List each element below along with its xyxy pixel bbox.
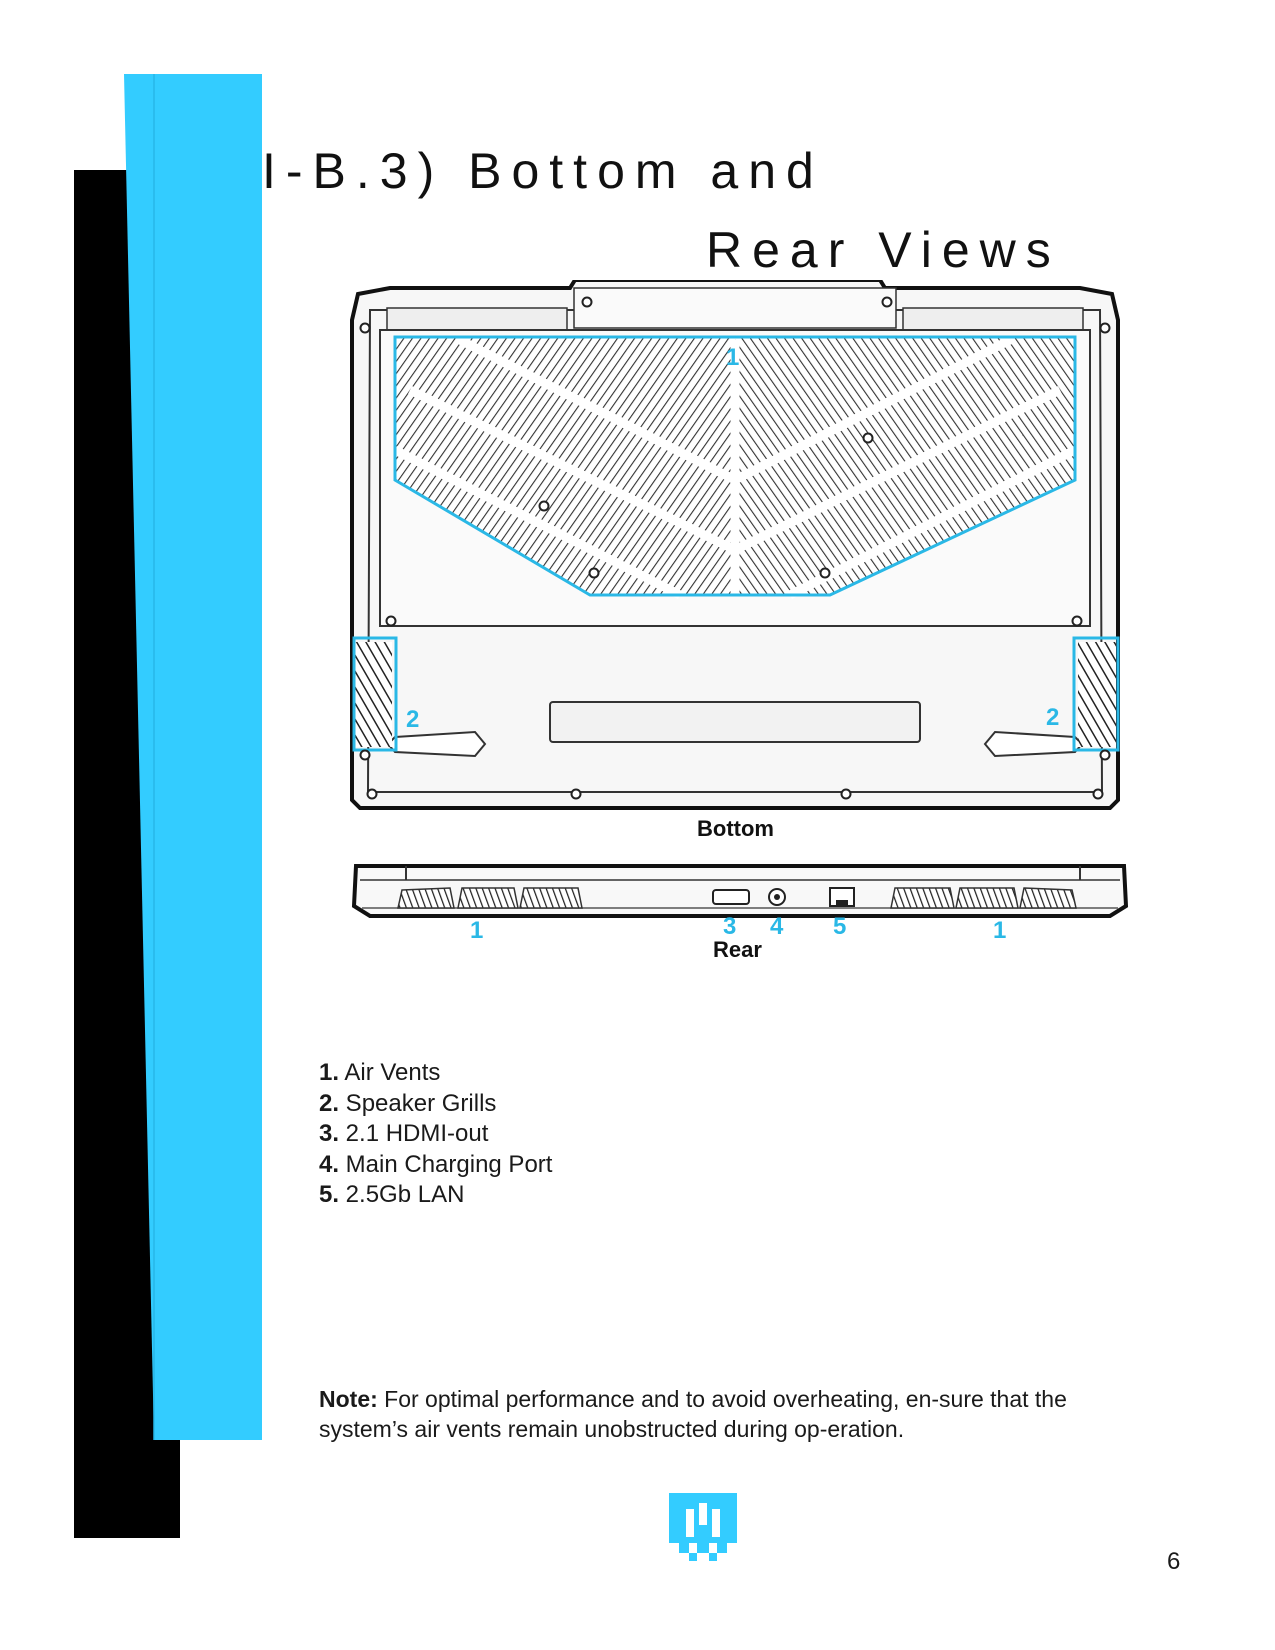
callout-rear-vent-left: 1 <box>470 917 484 944</box>
callout-lan: 5 <box>833 913 847 940</box>
page-number: 6 <box>1167 1548 1181 1575</box>
page-title-line-1: I-B.3) Bottom and <box>262 142 824 199</box>
overheating-note <box>319 1384 1119 1444</box>
callout-rear-vent-right: 1 <box>993 917 1007 944</box>
callout-speaker-right: 2 <box>1046 704 1060 731</box>
callout-bottom-vent: 1 <box>726 344 740 371</box>
callout-charging-port: 4 <box>770 913 784 940</box>
component-legend <box>319 1058 552 1211</box>
legend-item: 3. 2.1 HDMI-out <box>319 1120 489 1147</box>
laptop-rear-diagram <box>350 860 1130 930</box>
page-title-line-2: Rear Views <box>706 221 1061 278</box>
brand-logo <box>669 1493 737 1561</box>
blue-side-band <box>120 74 262 1440</box>
bottom-view-caption: Bottom <box>697 816 774 841</box>
callout-speaker-left: 2 <box>406 706 420 733</box>
note-text: For optimal performance and to avoid overheating, en-sure that the system’s air vents remain unobstructed during op-eration. <box>319 1386 1067 1442</box>
legend-item: 1. Air Vents <box>319 1059 441 1086</box>
note-label: Note: <box>319 1386 378 1412</box>
legend-item: 2. Speaker Grills <box>319 1089 497 1117</box>
legend-item: 5. 2.5Gb LAN <box>319 1181 465 1208</box>
legend-item: 4. Main Charging Port <box>319 1150 553 1178</box>
rear-view-caption: Rear <box>713 937 762 962</box>
callout-hdmi: 3 <box>723 913 737 940</box>
